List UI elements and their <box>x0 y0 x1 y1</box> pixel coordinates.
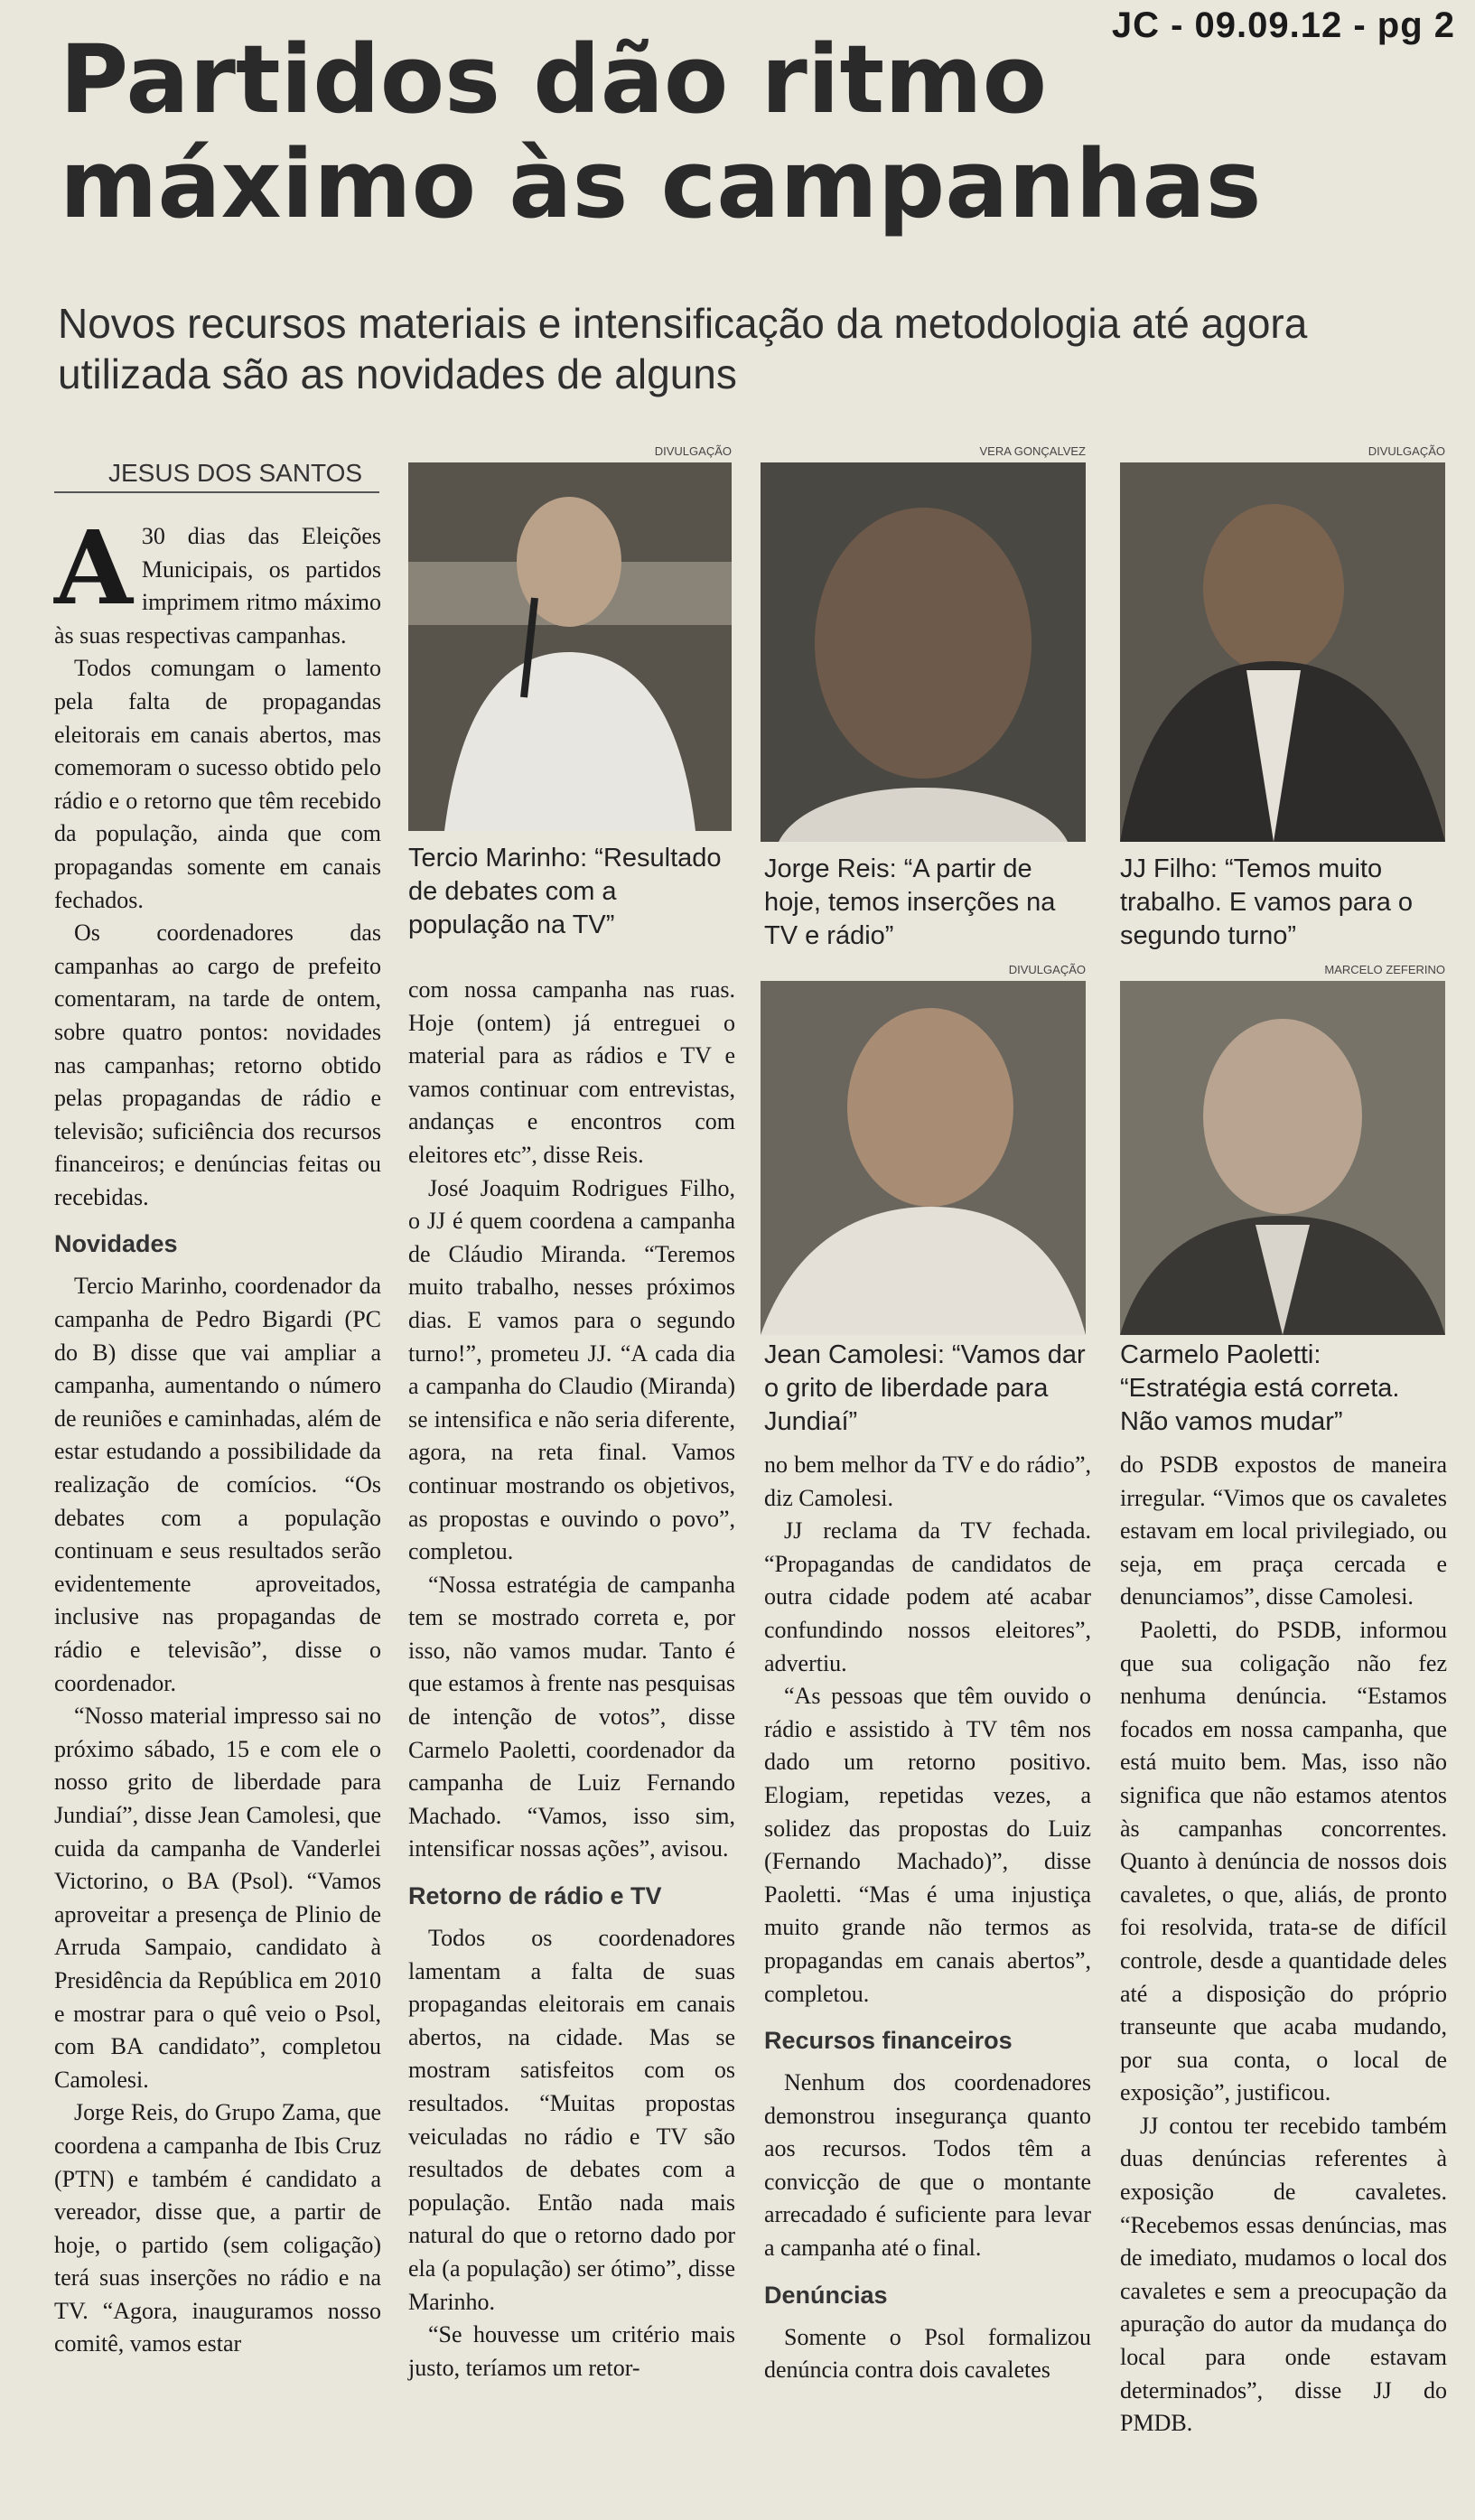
column-1 <box>54 509 381 2361</box>
paragraph: Jorge Reis, do Grupo Zama, que coordena a campanha de Ibis Cruz (PTN) e também é candidato a vereador, disse que, a partir de hoje, o partido (sem coligação) terá suas inserções no rádio e na TV. “Agora, inauguramos nosso comitê, vamos estar <box>54 2099 381 2357</box>
paragraph: “Nosso material impresso sai no próximo sábado, 15 e com ele o nosso grito de liberdade para Jundiaí”, disse Jean Camolesi, que cuida da campanha de Vanderlei Victorino, o BA (Psol). “Vamos aproveitar a presença de Plinio de Arruda Sampaio, candidato à Presidência da República em 2010 e mostrar para o quê veio o Psol, com BA candidato”, completou Camolesi. <box>54 1703 381 2093</box>
paragraph: Os coordenadores das campanhas ao cargo de prefeito comentaram, na tarde de ontem, sobre quatro pontos: novidades nas campanhas; retorno obtido pelas propagandas de rádio e televisão; suficiência dos recursos financeiros; e denúncias feitas ou recebidas. <box>54 919 381 1210</box>
paragraph: do PSDB expostos de maneira irregular. “Vimos que os cavaletes estavam em local privilegiado, ou seja, em praça cercada e denunciamos”, disse Camolesi. <box>1120 1451 1447 1610</box>
subheadline: Novos recursos materiais e intensificação da metodologia até agora utilizada são as novidades de alguns <box>58 300 1308 397</box>
byline: JESUS DOS SANTOS <box>108 459 363 487</box>
page-reference: JC - 09.09.12 - pg 2 <box>1111 5 1455 45</box>
photo-caption: JJ Filho: “Temos muito trabalho. E vamos para o segundo turno” <box>1120 854 1414 950</box>
paragraph: Somente o Psol formalizou denúncia contra dois cavaletes <box>764 2323 1091 2384</box>
photo-caption: Jorge Reis: “A partir de hoje, temos inserções na TV e rádio” <box>764 854 1056 950</box>
paragraph: A 30 dias das Eleições Municipais, os partidos imprimem ritmo máximo às suas respectivas campanhas. <box>54 509 381 649</box>
section-heading-novidades: Novidades <box>54 1230 178 1258</box>
photo-credit: MARCELO ZEFERINO <box>1324 963 1445 976</box>
paragraph: com nossa campanha nas ruas. Hoje (ontem) já entreguei o material para as rádios e TV e vamos continuar com entrevistas, andanças e encontros com eleitores etc”, disse Reis. <box>408 976 735 1168</box>
section-heading-denuncias: Denúncias <box>764 2281 888 2309</box>
photo-credit: DIVULGAÇÃO <box>1008 963 1086 976</box>
photo-caption: Carmelo Paoletti: “Estratégia está correta. Não vamos mudar” <box>1120 1340 1400 1436</box>
column-3 <box>764 1449 1091 2387</box>
paragraph: Todos os coordenadores lamentam a falta de suas propagandas eleitorais em canais abertos, na cidade. Mas se mostram satisfeitos com os resultados. “Muitas propostas veiculadas no rádio e TV são resultados de debates com a população. Então nada mais natural do que o retorno dado por ela (a população) ser ótimo”, disse Marinho. <box>408 1925 735 2315</box>
paragraph: JJ reclama da TV fechada. “Propagandas de candidatos de outra cidade podem até acabar confundindo nossos eleitores”, advertiu. <box>764 1517 1091 1676</box>
photo-tercio-marinho <box>408 462 732 831</box>
column-2 <box>408 974 735 2385</box>
photo-credit: DIVULGAÇÃO <box>654 444 732 458</box>
paragraph: Tercio Marinho, coordenador da campanha de Pedro Bigardi (PC do B) disse que vai ampliar a campanha, aumentando o número de reuniões e caminhadas, além de estar estudando a possibilidade da realização de comícios. “Os debates com a população continuam e seus resultados serão evidentemente aproveitados, inclusive nas propagandas de rádio e televisão”, disse o coordenador. <box>54 1273 381 1696</box>
paragraph: Nenhum dos coordenadores demonstrou insegurança quanto aos recursos. Todos têm a convicção de que o montante arrecadado é suficiente para levar a campanha até o final. <box>764 2069 1091 2262</box>
photo-carmelo-paoletti <box>1120 981 1445 1335</box>
column-4 <box>1120 1449 1447 2441</box>
paragraph: José Joaquim Rodrigues Filho, o JJ é quem coordena a campanha de Cláudio Miranda. “Teremos muito trabalho, nesses próximos dias. E vamos para o segundo turno!”, prometeu JJ. “A cada dia a campanha do Claudio (Miranda) se intensifica e não seria diferente, agora, na reta final. Vamos continuar mostrando os objetivos, as propostas e ouvindo o povo”, completou. <box>408 1174 735 1565</box>
headline <box>60 24 1433 239</box>
photo-credit: DIVULGAÇÃO <box>1368 444 1445 458</box>
headline-line-2: máximo às campanhas <box>60 129 1262 239</box>
section-heading-recursos: Recursos financeiros <box>764 2027 1013 2055</box>
headline-line-1: Partidos dão ritmo <box>60 24 1048 135</box>
photo-credit: VERA GONÇALVEZ <box>979 444 1086 458</box>
photo-caption: Jean Camolesi: “Vamos dar o grito de liberdade para Jundiaí” <box>764 1340 1086 1436</box>
portrait-image <box>761 462 1086 842</box>
photo-caption: Tercio Marinho: “Resultado de debates com a população na TV” <box>408 844 722 939</box>
paragraph: “As pessoas que têm ouvido o rádio e assistido à TV têm nos dado um retorno positivo. Elogiam, repetidas vezes, a solidez das propostas do Luiz (Fernando Machado)”, disse Paoletti. “Mas é uma injustiça muito grande não termos as propagandas em canais abertos”, completou. <box>764 1683 1091 2007</box>
portrait-image <box>408 462 732 831</box>
paragraph: “Nossa estratégia de campanha tem se mostrado correta e, por isso, não vamos mudar. Tanto é que estamos à frente nas pesquisas de intenção de votos”, disse Carmelo Paoletti, coordenador da campanha de Luiz Fernando Machado. “Vamos, isso sim, intensificar nossas ações”, avisou. <box>408 1571 735 1862</box>
portrait-image <box>761 981 1086 1335</box>
photo-jj-filho <box>1120 462 1445 842</box>
photo-jorge-reis <box>761 462 1086 842</box>
paragraph: Paoletti, do PSDB, informou que sua coligação não fez nenhuma denúncia. “Estamos focados em nossa campanha, que está muito bem. Mas, isso não significa que não estamos atentos às campanhas concorrentes. Quanto à denúncia de nossos dois cavaletes, o que, aliás, de pronto foi resolvida, trata-se de difícil controle, desde a quantidade deles até a disposição do próprio transeunte que acaba mudando, por sua conta, o local de exposição”, justificou. <box>1120 1616 1447 2106</box>
portrait-image <box>1120 462 1445 842</box>
byline-rule <box>54 491 379 493</box>
paragraph: Todos comungam o lamento pela falta de propagandas eleitorais em canais abertos, mas comemoram o sucesso obtido pelo rádio e o retorno que têm recebido da população, ainda que com propagandas somente em canais fechados. <box>54 655 381 913</box>
section-heading-retorno: Retorno de rádio e TV <box>408 1882 662 1910</box>
portrait-image <box>1120 981 1445 1335</box>
drop-cap: A <box>54 509 133 628</box>
paragraph: no bem melhor da TV e do rádio”, diz Camolesi. <box>764 1451 1091 1511</box>
photo-jean-camolesi <box>761 981 1086 1335</box>
paragraph: JJ contou ter recebido também duas denúncias referentes à exposição de cavaletes. “Recebemos essas denúncias, mas de imediato, mudamos o local dos cavaletes e sem a preocupação da apuração do autor da mudança do local para onde estavam determinados”, disse JJ do PMDB. <box>1120 2112 1447 2437</box>
paragraph: “Se houvesse um critério mais justo, teríamos um retor- <box>408 2321 735 2381</box>
